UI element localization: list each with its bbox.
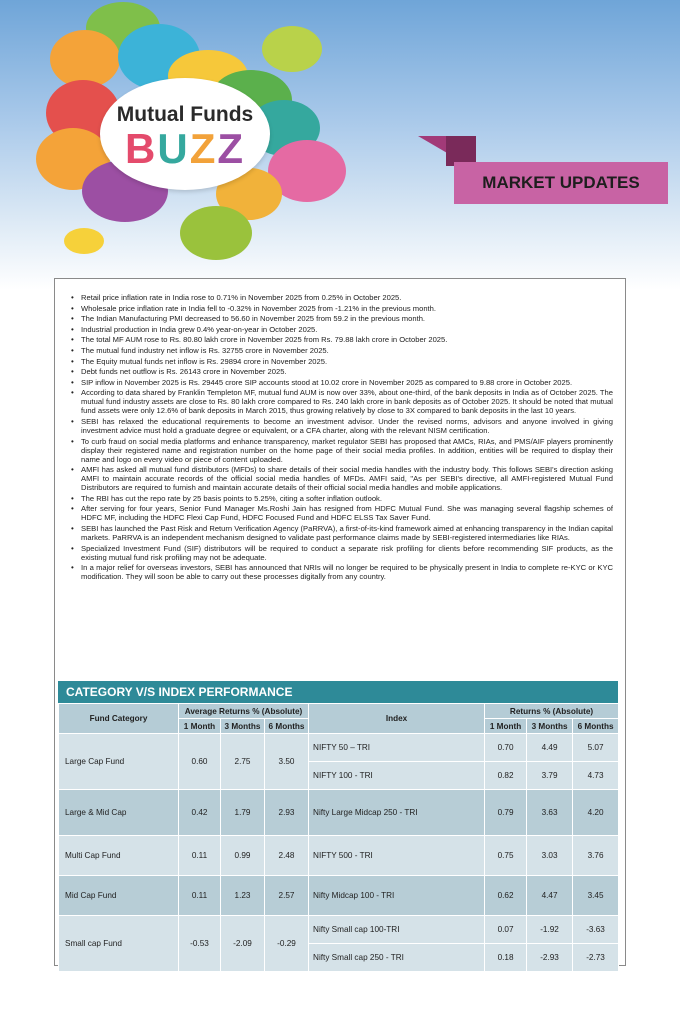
list-item: • Wholesale price inflation rate in India fell to -0.32% in November 2025 from -1.21% in the previous month. bbox=[81, 304, 613, 313]
return-cell: 4.73 bbox=[573, 762, 619, 790]
table-title: CATEGORY V/S INDEX PERFORMANCE bbox=[58, 681, 618, 703]
avg-cell: -0.29 bbox=[265, 916, 309, 972]
list-item: • Industrial production in India grew 0.4% year-on-year in October 2025. bbox=[81, 325, 613, 334]
category-cell: Mid Cap Fund bbox=[59, 876, 179, 916]
return-cell: -2.93 bbox=[527, 944, 573, 972]
fund-category-header: Fund Category bbox=[59, 704, 179, 734]
return-cell: -1.92 bbox=[527, 916, 573, 944]
return-cell: 4.47 bbox=[527, 876, 573, 916]
buzz-letter: Z bbox=[217, 125, 245, 172]
list-item: • The RBI has cut the repo rate by 25 basis points to 5.25%, citing a softer inflation outlook. bbox=[81, 494, 613, 503]
avg-cell: 0.11 bbox=[179, 876, 221, 916]
avg-cell: 0.11 bbox=[179, 836, 221, 876]
list-item: • The Indian Manufacturing PMI decreased to 56.60 in November 2025 from 59.2 in the previous month. bbox=[81, 314, 613, 323]
return-cell: 0.79 bbox=[485, 790, 527, 836]
avg-cell: -0.53 bbox=[179, 916, 221, 972]
table-row bbox=[59, 836, 619, 876]
return-cell: 0.70 bbox=[485, 734, 527, 762]
return-cell: 3.63 bbox=[527, 790, 573, 836]
logo-buzz bbox=[112, 125, 258, 173]
market-updates-list bbox=[55, 279, 625, 581]
buzz-letter: B bbox=[125, 125, 158, 172]
list-item: • According to data shared by Franklin Templeton MF, mutual fund AUM is now over 33%, about one-third, of the bank deposits in India as of October 2025. The mutual fund industry assets are close to Rs. 80 lakh crore compared to Rs. 240 lakh crore in bank deposits as of October 2025. It should be noted that mutual fund assets were only 12.6% of bank deposits in March 2015, thus growing relatively by close to 3X compared to bank deposits in the last 10 years. bbox=[81, 388, 613, 415]
category-cell: Large Cap Fund bbox=[59, 734, 179, 790]
index-header: Index bbox=[309, 704, 485, 734]
period-header: 3 Months bbox=[221, 719, 265, 734]
list-item: • The total MF AUM rose to Rs. 80.80 lakh crore in November 2025 from Rs. 79.88 lakh crore in October 2025. bbox=[81, 335, 613, 344]
logo-title: Mutual Funds bbox=[116, 103, 254, 126]
list-item: • Debt funds net outflow is Rs. 26143 crore in November 2025. bbox=[81, 367, 613, 376]
return-cell: 3.79 bbox=[527, 762, 573, 790]
index-cell: Nifty Small cap 250 - TRI bbox=[309, 944, 485, 972]
returns-header: Returns % (Absolute) bbox=[485, 704, 619, 719]
return-cell: 0.82 bbox=[485, 762, 527, 790]
list-item: • The mutual fund industry net inflow is Rs. 32755 crore in November 2025. bbox=[81, 346, 613, 355]
avg-cell: 2.75 bbox=[221, 734, 265, 790]
index-cell: Nifty Small cap 100-TRI bbox=[309, 916, 485, 944]
list-item: • Retail price inflation rate in India rose to 0.71% in November 2025 from 0.25% in October 2025. bbox=[81, 293, 613, 302]
return-cell: 0.75 bbox=[485, 836, 527, 876]
avg-returns-header: Average Returns % (Absolute) bbox=[179, 704, 309, 719]
avg-cell: 0.99 bbox=[221, 836, 265, 876]
avg-cell: 0.42 bbox=[179, 790, 221, 836]
table-row bbox=[59, 876, 619, 916]
return-cell: 0.07 bbox=[485, 916, 527, 944]
list-item: • After serving for four years, Senior Fund Manager Ms.Roshi Jain has resigned from HDFC Mutual Fund. She was managing several flagship schemes of HDFC MF, including the HDFC Flexi Cap Fund, HDFC Focused Fund and HDFC ELSS Tax Saver Fund. bbox=[81, 504, 613, 522]
period-header: 1 Month bbox=[179, 719, 221, 734]
avg-cell: 0.60 bbox=[179, 734, 221, 790]
return-cell: 5.07 bbox=[573, 734, 619, 762]
avg-cell: 1.79 bbox=[221, 790, 265, 836]
return-cell: 3.45 bbox=[573, 876, 619, 916]
list-item: • AMFI has asked all mutual fund distributors (MFDs) to share details of their social media handles with the industry body. This follows SEBI's direction asking AMFI to maintain accurate records of the official social media handles of MFDs. AMFI said, "As per SEBI's directive, all AMFI-registered Mutual Fund Distributors are required to furnish and maintain accurate details of their official social media handles and mobile applications. bbox=[81, 465, 613, 492]
list-item: • SEBI has launched the Past Risk and Return Verification Agency (PaRRVA), a first-of-its-kind framework aimed at enhancing transparency in the Indian capital markets. PaRRVA is an independent mechanism designed to validate past performance claims made by SEBI-registered intermediaries like RIAs. bbox=[81, 524, 613, 542]
list-item: • The Equity mutual funds net inflow is Rs. 29894 crore in November 2025. bbox=[81, 357, 613, 366]
return-cell: 0.62 bbox=[485, 876, 527, 916]
avg-cell: 3.50 bbox=[265, 734, 309, 790]
index-cell: NIFTY 50 – TRI bbox=[309, 734, 485, 762]
period-header: 3 Months bbox=[527, 719, 573, 734]
table-row bbox=[59, 790, 619, 836]
period-header: 6 Months bbox=[573, 719, 619, 734]
period-header: 6 Months bbox=[265, 719, 309, 734]
return-cell: 4.20 bbox=[573, 790, 619, 836]
performance-table bbox=[58, 703, 619, 972]
return-cell: 3.03 bbox=[527, 836, 573, 876]
buzz-letter: Z bbox=[189, 125, 218, 172]
return-cell: 4.49 bbox=[527, 734, 573, 762]
list-item: • In a major relief for overseas investors, SEBI has announced that NRIs will no longer be required to be physically present in India to complete re-KYC or KYC modification. They will soon be able to carry out these processes digitally from any country. bbox=[81, 563, 613, 581]
bubble-lime bbox=[262, 26, 322, 72]
avg-cell: 2.93 bbox=[265, 790, 309, 836]
period-header: 1 Month bbox=[485, 719, 527, 734]
bubble-lime-bottom bbox=[180, 206, 252, 260]
index-cell: Nifty Large Midcap 250 - TRI bbox=[309, 790, 485, 836]
buzz-letter: U bbox=[157, 125, 190, 172]
index-cell: NIFTY 100 - TRI bbox=[309, 762, 485, 790]
return-cell: -3.63 bbox=[573, 916, 619, 944]
section-title: MARKET UPDATES bbox=[454, 162, 668, 204]
avg-cell: 2.57 bbox=[265, 876, 309, 916]
bubble-yellow-small bbox=[64, 228, 104, 254]
list-item: • SEBI has relaxed the educational requirements to become an investment advisor. Under the revised norms, advisors and anyone involved in giving investment advice must hold a graduate degree or equivalent, or a CFA charter, along with the relevant NISM certification. bbox=[81, 417, 613, 435]
return-cell: -2.73 bbox=[573, 944, 619, 972]
avg-cell: 1.23 bbox=[221, 876, 265, 916]
return-cell: 0.18 bbox=[485, 944, 527, 972]
list-item: • To curb fraud on social media platforms and enhance transparency, market regulator SEBI has proposed that AMCs, RIAs, and PMS/AIF players prominently display their registered name and registration number on the home page of their social media profiles. In addition, entities will be required to display their name and logo on every video or piece of content uploaded. bbox=[81, 437, 613, 464]
avg-cell: 2.48 bbox=[265, 836, 309, 876]
avg-cell: -2.09 bbox=[221, 916, 265, 972]
index-cell: Nifty Midcap 100 - TRI bbox=[309, 876, 485, 916]
table-row bbox=[59, 734, 619, 762]
category-cell: Multi Cap Fund bbox=[59, 836, 179, 876]
return-cell: 3.76 bbox=[573, 836, 619, 876]
category-cell: Small cap Fund bbox=[59, 916, 179, 972]
list-item: • Specialized Investment Fund (SIF) distributors will be required to conduct a separate risk profiling for clients before recommending SIF products, as the existing mutual fund risk profiling may not be adequate. bbox=[81, 544, 613, 562]
index-cell: NIFTY 500 - TRI bbox=[309, 836, 485, 876]
table-row bbox=[59, 916, 619, 944]
list-item: • SIP inflow in November 2025 is Rs. 29445 crore SIP accounts stood at 10.02 crore in November 2025 as compared to 9.88 crore in October 2025. bbox=[81, 378, 613, 387]
category-cell: Large & Mid Cap bbox=[59, 790, 179, 836]
